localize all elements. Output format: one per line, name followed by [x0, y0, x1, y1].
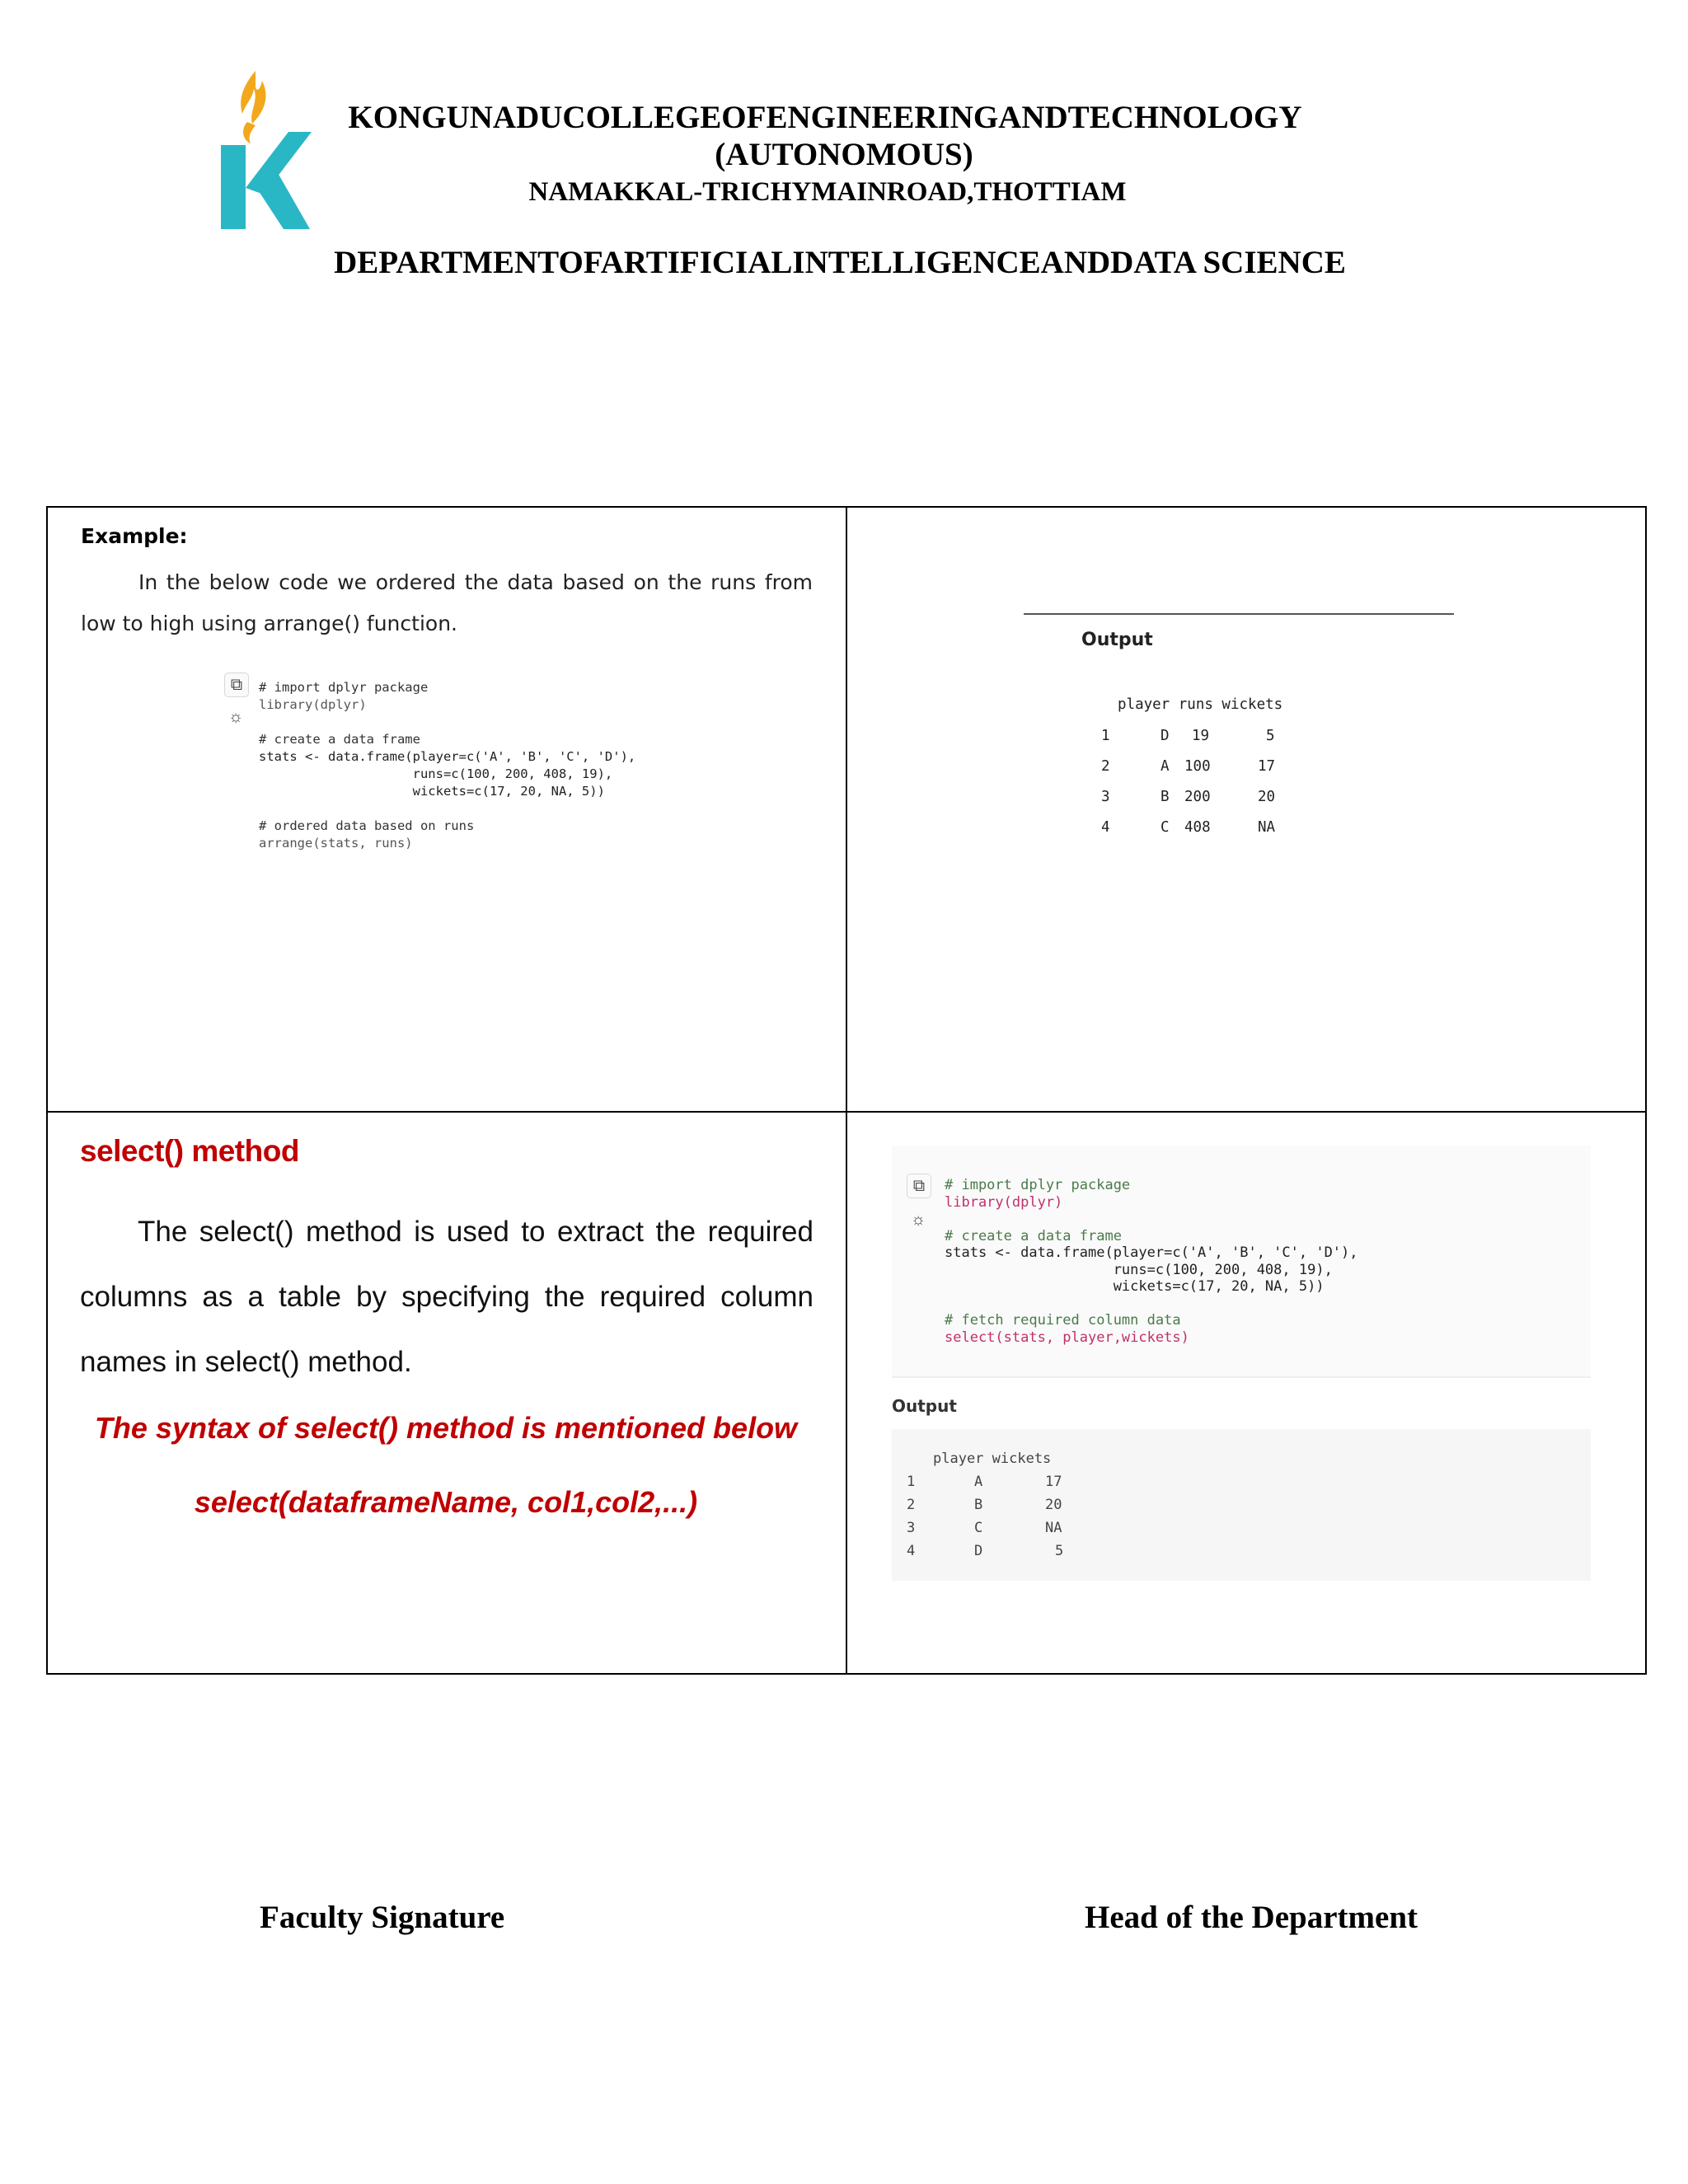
cell-player: D: [1160, 728, 1170, 744]
syntax-heading: The syntax of select() method is mentioned below: [94, 1411, 798, 1445]
cell-player: A: [1160, 758, 1170, 775]
code-line: wickets=c(17, 20, NA, 5)): [259, 784, 605, 799]
cell-wickets: 5: [1055, 1543, 1064, 1559]
row-index: 4: [907, 1543, 916, 1559]
cell-runs: 200: [1184, 789, 1211, 805]
table-divider-horizontal: [46, 1111, 1647, 1113]
output-header-row: player wickets: [933, 1451, 1052, 1467]
college-address: NAMAKKAL-TRICHYMAINROAD,THOTTIAM: [528, 177, 1127, 207]
row-index: 3: [1101, 789, 1110, 805]
row-index: 4: [1101, 819, 1110, 836]
cell-wickets: 17: [1258, 758, 1276, 775]
cell-runs: 100: [1184, 758, 1211, 775]
college-name: KONGUNADUCOLLEGEOFENGINEERINGANDTECHNOLOGY: [348, 100, 1302, 135]
copy-icon[interactable]: ⧉: [224, 673, 249, 697]
code-line: # create a data frame: [945, 1227, 1122, 1244]
row-index: 2: [1101, 758, 1110, 775]
cell-wickets: 20: [1258, 789, 1276, 805]
code-line: [945, 1296, 1358, 1313]
copy-icon[interactable]: ⧉: [907, 1174, 931, 1198]
output-label: Output: [1081, 630, 1153, 650]
department-name: DEPARTMENTOFARTIFICIALINTELLIGENCEANDDATA SCIENCE: [334, 245, 1346, 280]
cell-wickets: 17: [1045, 1474, 1062, 1490]
hod-signature-label: Head of the Department: [1085, 1900, 1418, 1935]
select-method-title: select() method: [80, 1134, 299, 1168]
code-line: wickets=c(17, 20, NA, 5)): [945, 1278, 1325, 1295]
output-label: Output: [892, 1396, 957, 1416]
code-block-arrange: [259, 679, 635, 852]
table-divider-vertical: [846, 506, 847, 1675]
code-line: # import dplyr package: [259, 680, 429, 695]
cell-wickets: NA: [1258, 819, 1276, 836]
code-line: # fetch required column data: [945, 1312, 1181, 1329]
code-line: stats <- data.frame(player=c('A', 'B', 'C', 'D'),: [945, 1244, 1358, 1261]
cell-runs: 408: [1184, 819, 1211, 836]
cell-player: A: [974, 1474, 983, 1490]
code-line: arrange(stats, runs): [259, 836, 413, 851]
cell-player: B: [1160, 789, 1170, 805]
cell-player: B: [974, 1497, 983, 1513]
code-line: # ordered data based on runs: [259, 818, 475, 833]
code-line: [259, 714, 635, 731]
code-line: select(stats, player,wickets): [945, 1329, 1189, 1346]
faculty-signature-label: Faculty Signature: [260, 1900, 505, 1935]
row-index: 2: [907, 1497, 916, 1513]
cell-player: C: [1160, 819, 1170, 836]
syntax-example: select(dataframeName, col1,col2,...): [194, 1485, 698, 1519]
cell-wickets: NA: [1045, 1520, 1062, 1536]
code-line: # create a data frame: [259, 732, 420, 747]
cell-player: D: [974, 1543, 983, 1559]
cell-runs: 19: [1192, 728, 1210, 744]
row-index: 1: [1101, 728, 1110, 744]
select-method-description: The select() method is used to extract the required columns as a table by specifying the required column names in select() method.: [80, 1216, 814, 1378]
cell-wickets: 20: [1045, 1497, 1062, 1513]
settings-icon[interactable]: ☼: [227, 707, 244, 726]
cell-wickets: 5: [1266, 728, 1275, 744]
code-line: [259, 800, 635, 818]
code-line: library(dplyr): [945, 1193, 1063, 1211]
code-line: stats <- data.frame(player=c('A', 'B', 'C', 'D'),: [259, 749, 636, 764]
row-index: 1: [907, 1474, 916, 1490]
code-line: runs=c(100, 200, 408, 19),: [945, 1261, 1333, 1278]
output-divider: [1024, 613, 1454, 615]
example-description: In the below code we ordered the data based on the runs from low to high using arrange() function.: [81, 570, 813, 635]
autonomous-label: (AUTONOMOUS): [715, 137, 973, 172]
output-header-row: player runs wickets: [1118, 696, 1283, 713]
code-block-select: [945, 1177, 1358, 1346]
code-line: [945, 1211, 1358, 1228]
code-line: runs=c(100, 200, 408, 19),: [259, 766, 613, 781]
code-line: # import dplyr package: [945, 1177, 1131, 1193]
cell-player: C: [974, 1520, 983, 1536]
example-title: Example:: [81, 524, 188, 548]
code-line: library(dplyr): [259, 697, 367, 712]
row-index: 3: [907, 1520, 916, 1536]
settings-icon[interactable]: ☼: [910, 1210, 926, 1229]
